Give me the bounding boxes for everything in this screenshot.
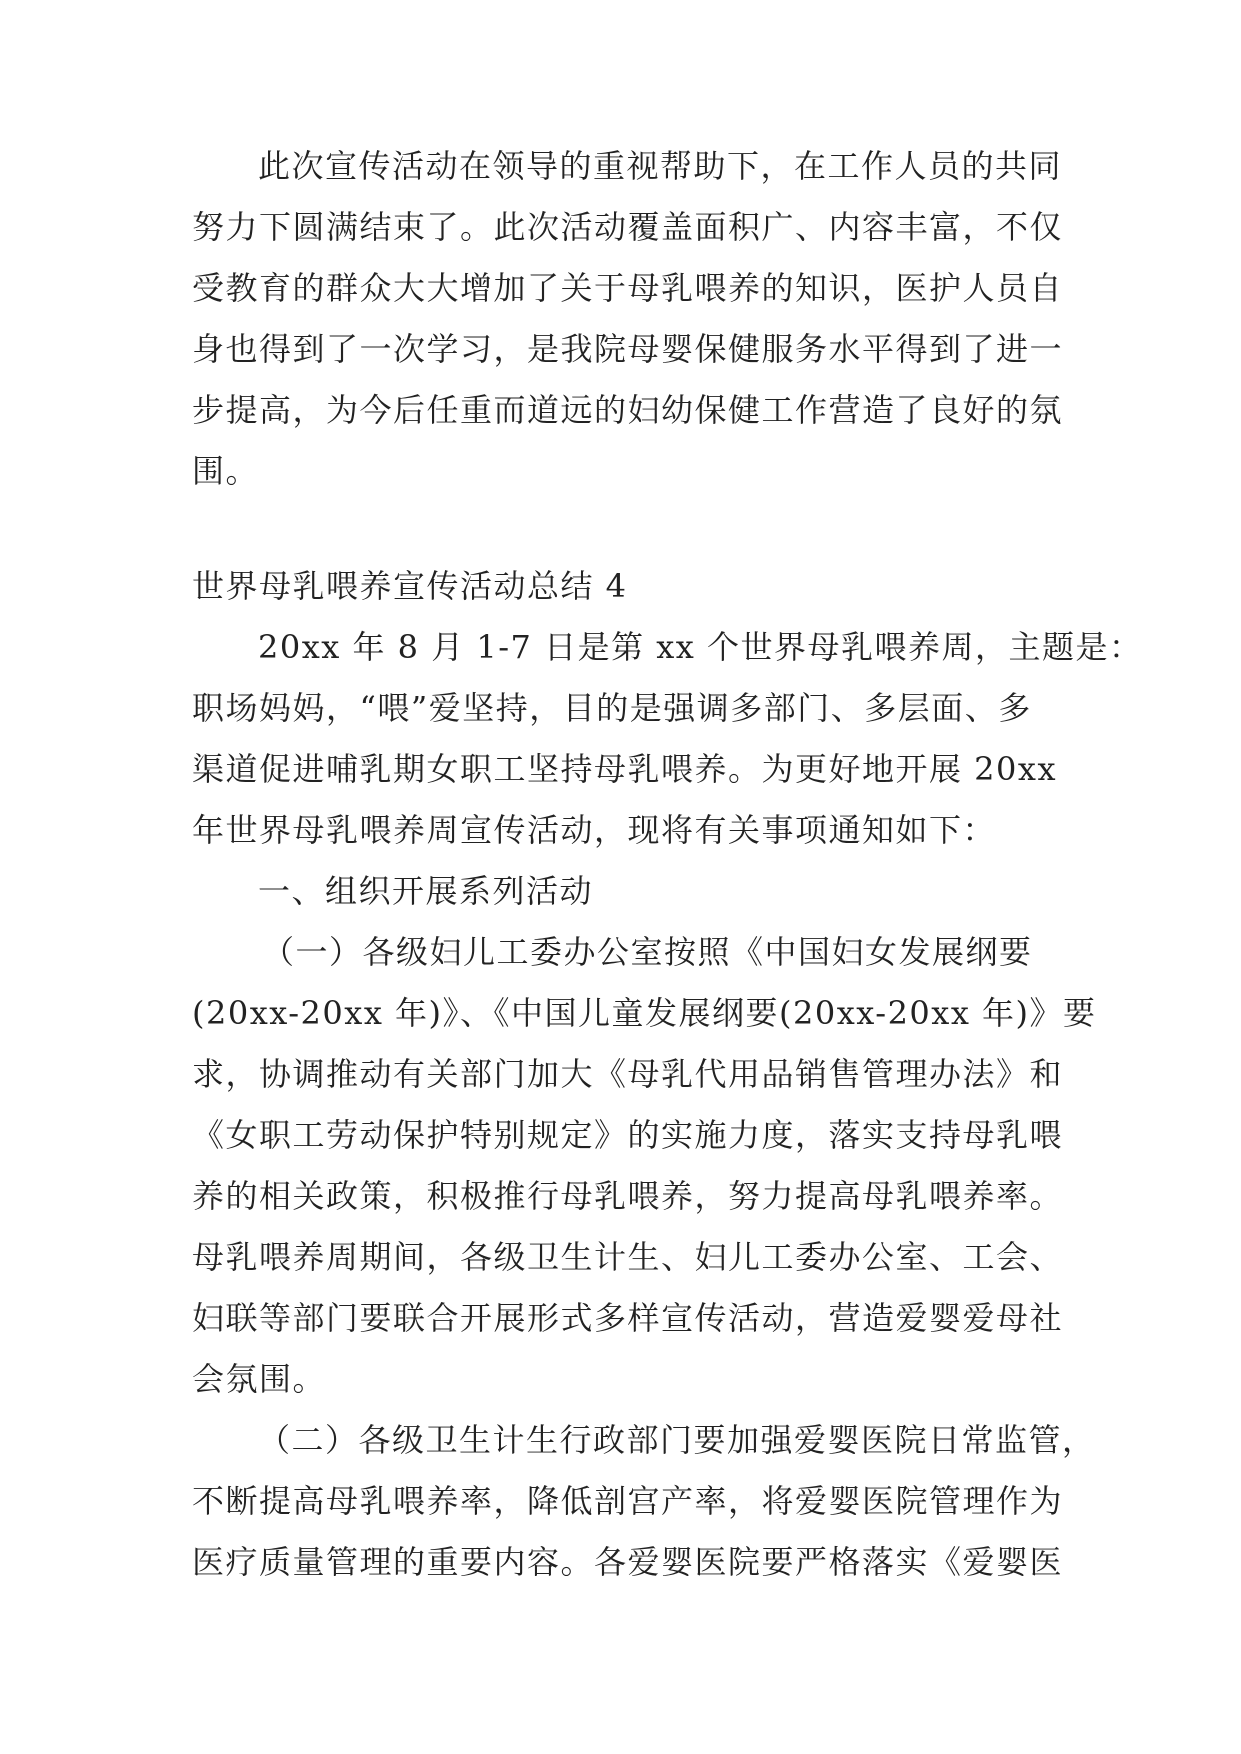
paragraph-line: 年世界母乳喂养周宣传活动，现将有关事项通知如下： bbox=[192, 811, 997, 849]
paragraph-line: （一）各级妇儿工委办公室按照《中国妇女发展纲要 bbox=[262, 933, 1033, 971]
paragraph-line: 此次宣传活动在领导的重视帮助下，在工作人员的共同 bbox=[258, 147, 1063, 185]
paragraph-line: 受教育的群众大大增加了关于母乳喂养的知识，医护人员自 bbox=[192, 269, 1064, 307]
paragraph-line: 身也得到了一次学习，是我院母婴保健服务水平得到了进一 bbox=[192, 330, 1064, 368]
paragraph-line: （二）各级卫生计生行政部门要加强爱婴医院日常监管， bbox=[258, 1421, 1096, 1459]
paragraph-line: 围。 bbox=[192, 452, 260, 490]
paragraph-line: 《女职工劳动保护特别规定》的实施力度，落实支持母乳喂 bbox=[192, 1116, 1064, 1154]
paragraph-4 bbox=[192, 1410, 1096, 1593]
section-title bbox=[192, 556, 1072, 617]
paragraph-line: 医疗质量管理的重要内容。各爱婴医院要严格落实《爱婴医 bbox=[192, 1543, 1064, 1581]
heading-text: 一、组织开展系列活动 bbox=[258, 872, 594, 910]
heading-1 bbox=[192, 861, 1072, 922]
paragraph-line: 20xx 年 8 月 1-7 日是第 xx 个世界母乳喂养周，主题是： bbox=[258, 628, 1143, 666]
paragraph-line: 职场妈妈，“喂”爱坚持，目的是强调多部门、多层面、多 bbox=[192, 689, 1032, 727]
paragraph-line: 步提高，为今后任重而道远的妇幼保健工作营造了良好的氛 bbox=[192, 391, 1064, 429]
paragraph-line: 渠道促进哺乳期女职工坚持母乳喂养。为更好地开展 20xx bbox=[192, 750, 1057, 788]
paragraph-3 bbox=[192, 922, 1097, 1410]
paragraph-line: 不断提高母乳喂养率，降低剖宫产率，将爱婴医院管理作为 bbox=[192, 1482, 1064, 1520]
paragraph-line: 妇联等部门要联合开展形式多样宣传活动，营造爱婴爱母社 bbox=[192, 1299, 1064, 1337]
paragraph-line: 母乳喂养周期间，各级卫生计生、妇儿工委办公室、工会、 bbox=[192, 1238, 1064, 1276]
section-title-text: 世界母乳喂养宣传活动总结 4 bbox=[192, 567, 628, 605]
paragraph-line: 努力下圆满结束了。此次活动覆盖面积广、内容丰富，不仅 bbox=[192, 208, 1064, 246]
paragraph-2 bbox=[192, 617, 1143, 861]
paragraph-line: 会氛围。 bbox=[192, 1360, 327, 1398]
paragraph-line: (20xx-20xx 年)》、《中国儿童发展纲要(20xx-20xx 年)》要 bbox=[192, 994, 1097, 1032]
paragraph-1 bbox=[192, 136, 1072, 502]
paragraph-line: 求，协调推动有关部门加大《母乳代用品销售管理办法》和 bbox=[192, 1055, 1064, 1093]
paragraph-line: 养的相关政策，积极推行母乳喂养，努力提高母乳喂养率。 bbox=[192, 1177, 1064, 1215]
